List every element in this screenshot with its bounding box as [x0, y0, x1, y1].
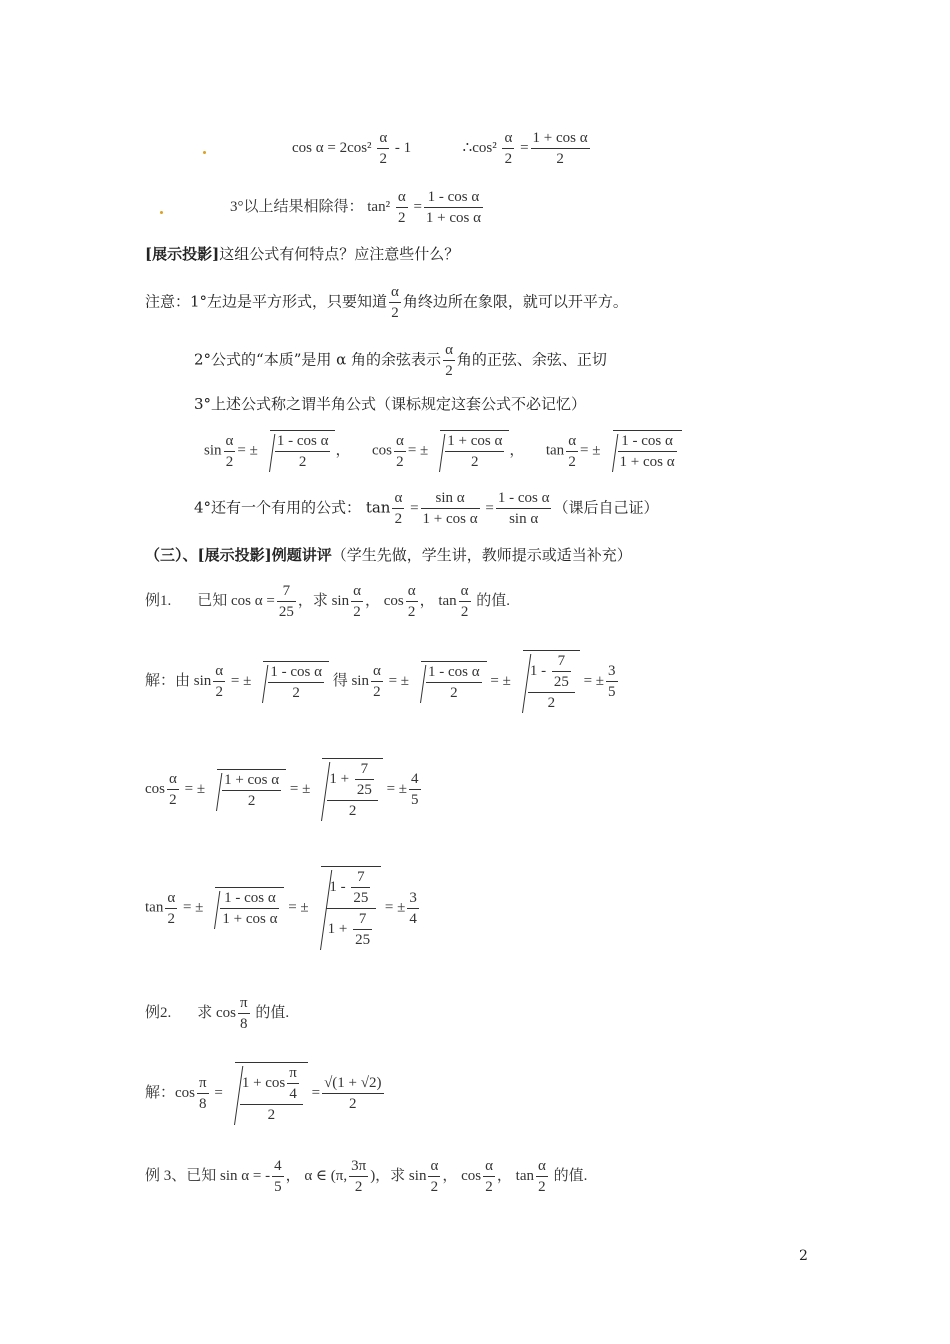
solution-cos-pi-8: 解：cos $\frac{\pi}{8}$ = 1 + cos $\frac{\pi}{4}$ 2 = $\frac{√(1 + √2)}{2}$ — [145, 1062, 386, 1125]
show-projection-question: [展示投影]这组公式有何特点？应注意些什么？ — [145, 245, 460, 263]
note-3: 3°上述公式称之谓半角公式（课标规定这套公式不必记忆） — [194, 395, 587, 413]
page-number: 2 — [799, 1248, 808, 1264]
note-1: 注意：1°左边是平方形式，只要知道 $\frac{\alpha}{2}$ 角终边所在象限，就可以开平方。 — [145, 284, 628, 321]
note-4: 4°还有一个有用的公式： tan $\frac{\alpha}{2}$ = $\frac{\text{sin α}}{\text{1 + cos α}}$ = $\frac{\text{1 - cos α}}{\text{sin α}}$ （课后自己证） — [194, 490, 659, 527]
example-3: 例 3、已知 sin α = - $\frac{4}{5}$ ， α ∈ (π, $\frac{3\pi}{2}$ )，求 sin $\frac{\alpha}{2}$ ， cos $\frac{\alpha}{2}$ ， tan $\frac{\alpha}{2}$ 的值. — [145, 1158, 588, 1195]
solution-cos: cos $\frac{\alpha}{2}$ = ± $\frac{\text{1 + cos α}}{2}$ = ± 1 + $\frac{7}{25}$ 2 = ± $\frac{4}{5}$ — [145, 758, 423, 821]
half-angle-formulas: sin $\frac{\alpha}{2}$ = ± $\frac{\text{1 - cos α}}{2}$ ， cos $\frac{\alpha}{2}$ = ± $\frac{\text{1 + cos α}}{2}$ ， tan $\frac{\alpha}{2}$ = ± $\frac{\text{1 - cos α}}{\text{1 + cos α}}$ — [204, 430, 682, 472]
solution-sin: 解：由 sin $\frac{\alpha}{2}$ = ± $\frac{\text{1 - cos α}}{2}$ 得 sin $\frac{\alpha}{2}$ = ± $\frac{\text{1 - cos α}}{2}$ = ± 1 - $\frac{7}{25}$ 2 = ± $\frac{3}{5}$ — [145, 650, 620, 713]
example-2: 例2. 求 cos $\frac{\pi}{8}$ 的值. — [145, 995, 290, 1032]
note-2: 2°公式的“本质”是用 α 角的余弦表示 $\frac{\alpha}{2}$ 角的正弦、余弦、正切 — [194, 342, 607, 379]
bullet-dot — [160, 211, 163, 214]
formula-tan-squared: 3°以上结果相除得： tan² $\frac{\alpha}{2}$ = $\frac{\text{1 - cos α}}{\text{1 + cos α}}$ — [230, 189, 481, 226]
bullet-dot — [203, 151, 206, 154]
solution-tan: tan $\frac{\alpha}{2}$ = ± $\frac{\text{1 - cos α}}{\text{1 + cos α}}$ = ± 1 - $\frac{7}{25}$ 1 + $\frac{7}{25}$ = ± $\frac{3}{4}$ — [145, 866, 421, 950]
section-heading: （三）、[展示投影]例题讲评（学生先做，学生讲，教师提示或适当补充） — [145, 546, 632, 564]
example-1: 例1. 已知 cos α = $\frac{7}{25}$ ，求 sin $\frac{\alpha}{2}$ ， cos $\frac{\alpha}{2}$ ， tan $\frac{\alpha}{2}$ 的值. — [145, 583, 511, 620]
formula-cos-double: cos α = 2cos² $\frac{\alpha}{2}$ - 1 ∴cos² $\frac{\alpha}{2}$ = $\frac{\text{1 + cos α}}{2}$ — [292, 130, 588, 167]
